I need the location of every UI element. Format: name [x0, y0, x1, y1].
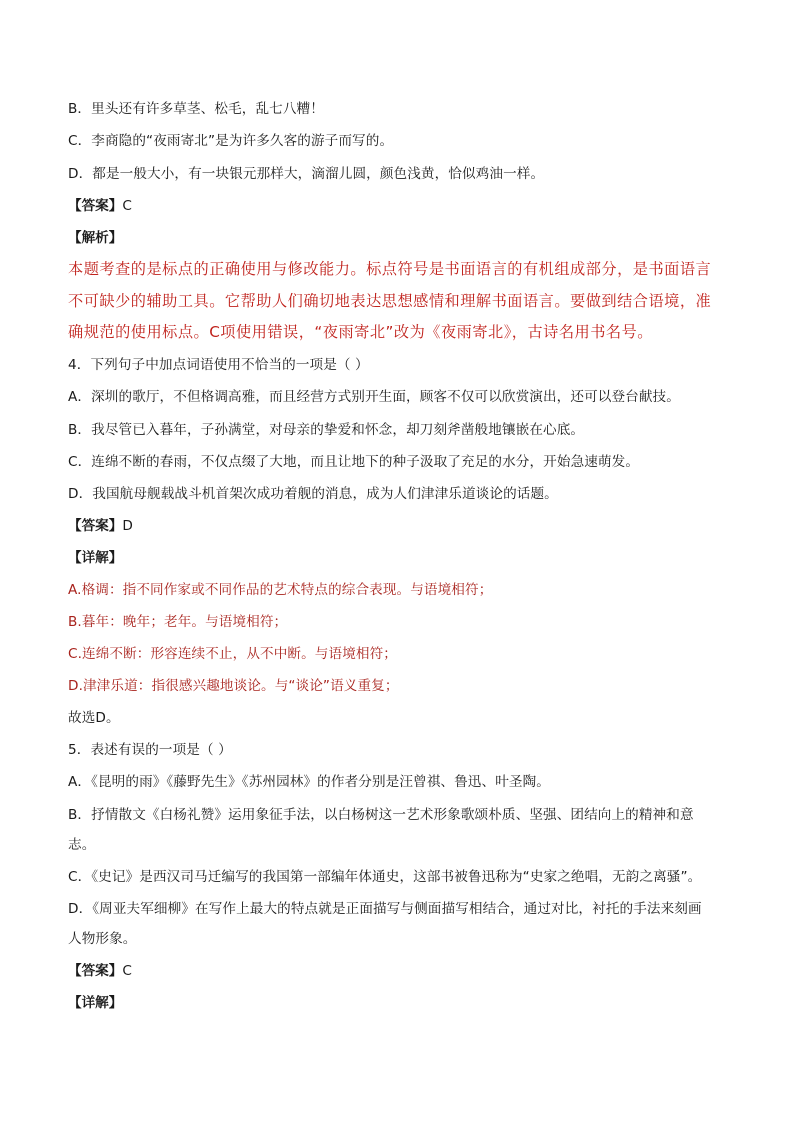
- answer-value: D: [122, 518, 133, 534]
- q3-option-c: C．李商隐的“夜雨寄北”是为许多久客的游子而写的。: [68, 133, 394, 149]
- q4-detail-line: D.津津乐道：指很感兴趣地谈论。与“谈论”语义重复；: [68, 678, 399, 694]
- answer-tag: 【答案】: [68, 198, 123, 214]
- q4-detail-line: B.暮年：晚年；老年。与语境相符；: [68, 614, 288, 630]
- q4-stem: 4．下列句子中加点词语使用不恰当的一项是（ ）: [68, 357, 369, 373]
- q3-analysis-line: 确规范的使用标点。C项使用错误，“夜雨寄北”改为《夜雨寄北》，古诗名用书名号。: [68, 323, 653, 341]
- q5-option-d-line1: D．《周亚夫军细柳》在写作上最大的特点就是正面描写与侧面描写相结合，通过对比，衬托的手法来刻画: [68, 901, 702, 917]
- q4-detail-line: C.连绵不断：形容连续不止，从不中断。与语境相符；: [68, 646, 397, 662]
- answer-value: C: [122, 198, 132, 214]
- q4-conclusion: 故选D。: [68, 710, 120, 726]
- q4-option-d: D．我国航母舰载战斗机首架次成功着舰的消息，成为人们津津乐道谈论的话题。: [68, 486, 558, 502]
- q5-detail-tag: 【详解】: [68, 995, 123, 1011]
- q4-detail-tag: 【详解】: [68, 550, 123, 566]
- q4-answer: [68, 516, 133, 536]
- q3-analysis-line: 不可缺少的辅助工具。它帮助人们确切地表达思想感情和理解书面语言。要做到结合语境，准: [68, 292, 712, 310]
- q5-answer: [68, 961, 132, 981]
- q4-option-b: B．我尽管已入暮年，子孙满堂，对母亲的挚爱和怀念，却刀刻斧凿般地镶嵌在心底。: [68, 422, 585, 438]
- q3-option-d: D．都是一般大小，有一块银元那样大，滴溜儿圆，颜色浅黄，恰似鸡油一样。: [68, 166, 545, 182]
- q5-option-d-line2: 人物形象。: [68, 931, 137, 947]
- q4-option-c: C．连绵不断的春雨，不仅点缀了大地，而且让地下的种子汲取了充足的水分，开始急速萌发。: [68, 454, 640, 470]
- q5-option-b-line1: B．抒情散文《白杨礼赞》运用象征手法，以白杨树这一艺术形象歌颂朴质、坚强、团结向上的精神和意: [68, 807, 694, 823]
- answer-tag: 【答案】: [68, 963, 123, 979]
- q5-option-c: C．《史记》是西汉司马迁编写的我国第一部编年体通史，这部书被鲁迅称为“史家之绝唱，无韵之离骚”。: [68, 869, 702, 885]
- q3-analysis-tag: 【解析】: [68, 230, 123, 246]
- q3-answer: [68, 196, 132, 216]
- q5-option-a: A．《昆明的雨》《藤野先生》《苏州园林》的作者分别是汪曾祺、鲁迅、叶圣陶。: [68, 774, 550, 790]
- q3-option-b: B．里头还有许多草茎、松毛，乱七八糟！: [68, 101, 324, 117]
- q5-stem: 5．表述有误的一项是（ ）: [68, 742, 232, 758]
- answer-value: C: [122, 963, 132, 979]
- q5-option-b-line2: 志。: [68, 837, 96, 853]
- answer-tag: 【答案】: [68, 518, 123, 534]
- q3-analysis-line: 本题考查的是标点的正确使用与修改能力。标点符号是书面语言的有机组成部分，是书面语言: [68, 260, 712, 278]
- q4-detail-line: A.格调：指不同作家或不同作品的艺术特点的综合表现。与语境相符；: [68, 582, 493, 598]
- q4-option-a: A．深圳的歌厅，不但格调高雅，而且经营方式别开生面，顾客不仅可以欣赏演出，还可以登台献技。: [68, 389, 680, 405]
